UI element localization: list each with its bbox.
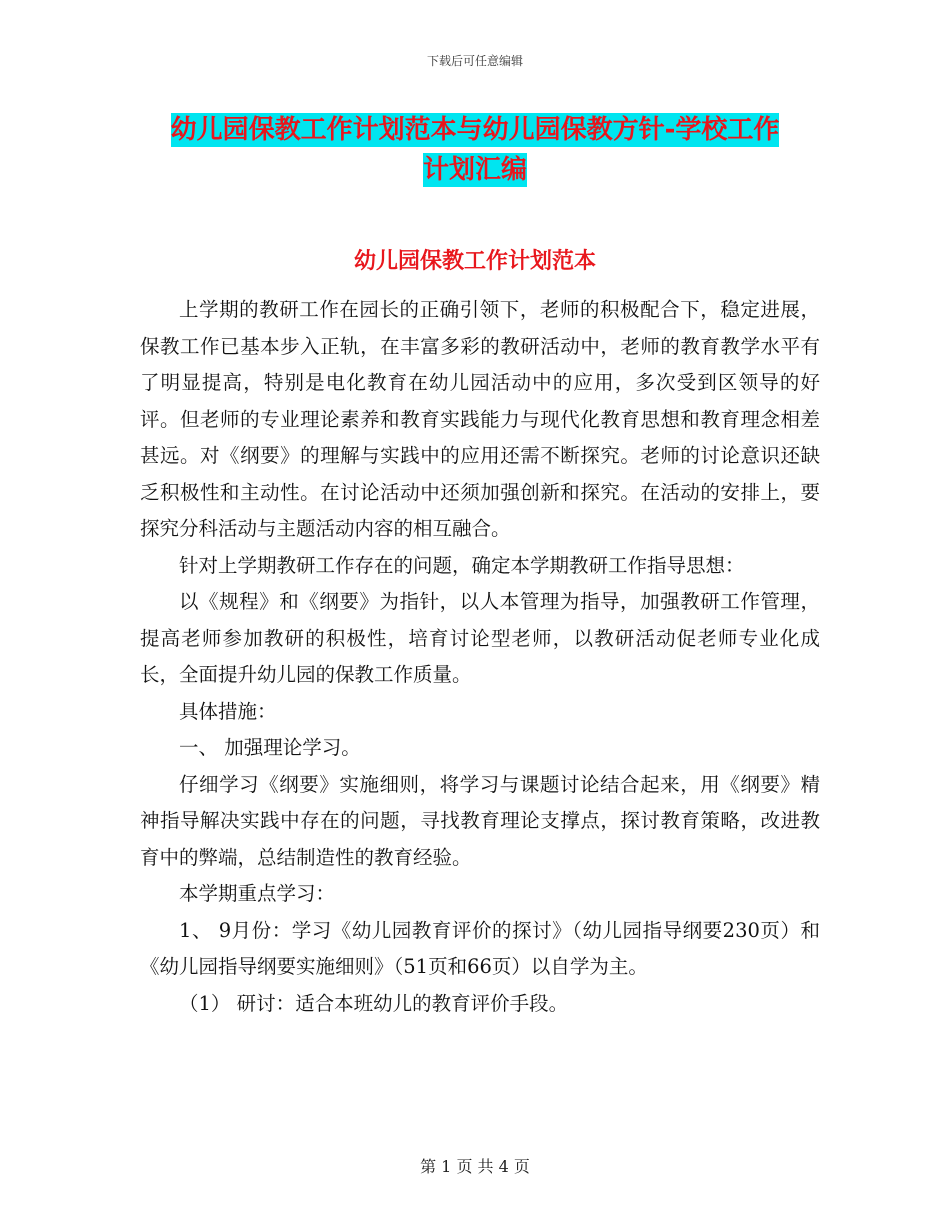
paragraph-problem-statement: 针对上学期教研工作存在的问题，确定本学期教研工作指导思想： [179, 553, 745, 577]
paragraph-september-plan: 1、 9月份：学习《幼儿园教育评价的探讨》（幼儿园指导纲要230页）和《幼儿园指导纲要实施细则》（51页和66页）以自学为主。 [140, 918, 820, 978]
paragraph-research-item: （1） 研讨：适合本班幼儿的教育评价手段。 [179, 991, 569, 1015]
page-number-footer: 第 1 页 共 4 页 [420, 1157, 530, 1176]
paragraph-intro: 上学期的教研工作在园长的正确引领下，老师的积极配合下，稳定进展，保教工作已基本步入正轨，在丰富多彩的教研活动中，老师的教育教学水平有了明显提高，特别是电化教育在幼儿园活动中的应用，多次受到区领导的好评。但老师的专业理论素养和教育实践能力与现代化教育思想和教育理念相差甚远。对《纲要》的理解与实践中的应用还需不断探究。老师的讨论意识还缺乏积极性和主动性。在讨论活动中还须加强创新和探究。在活动的安排上，要探究分科活动与主题活动内容的相互融合。 [140, 298, 820, 540]
document-title [0, 110, 950, 190]
paragraph-item-one: 一、 加强理论学习。 [179, 736, 361, 759]
paragraph-measures-heading: 具体措施： [179, 699, 277, 723]
document-title-line-1: 幼儿园保教工作计划范本与幼儿园保教方针-学校工作 [170, 115, 780, 145]
document-body [140, 292, 820, 1022]
paragraph-key-study-heading: 本学期重点学习： [179, 882, 336, 905]
paragraph-guiding-principle: 以《规程》和《纲要》为指针，以人本管理为指导，加强教研工作管理，提高老师参加教研的积极性，培育讨论型老师，以教研活动促老师专业化成长，全面提升幼儿园的保教工作质量。 [140, 590, 820, 686]
paragraph-study-details: 仔细学习《纲要》实施细则，将学习与课题讨论结合起来，用《纲要》精神指导解决实践中存在的问题，寻找教育理论支撑点，探讨教育策略，改进教育中的弊端，总结制造性的教育经验。 [140, 772, 820, 869]
section-title: 幼儿园保教工作计划范本 [353, 249, 596, 274]
document-title-line-2: 计划汇编 [422, 155, 527, 185]
page-header-note: 下载后可任意编辑 [426, 54, 523, 68]
